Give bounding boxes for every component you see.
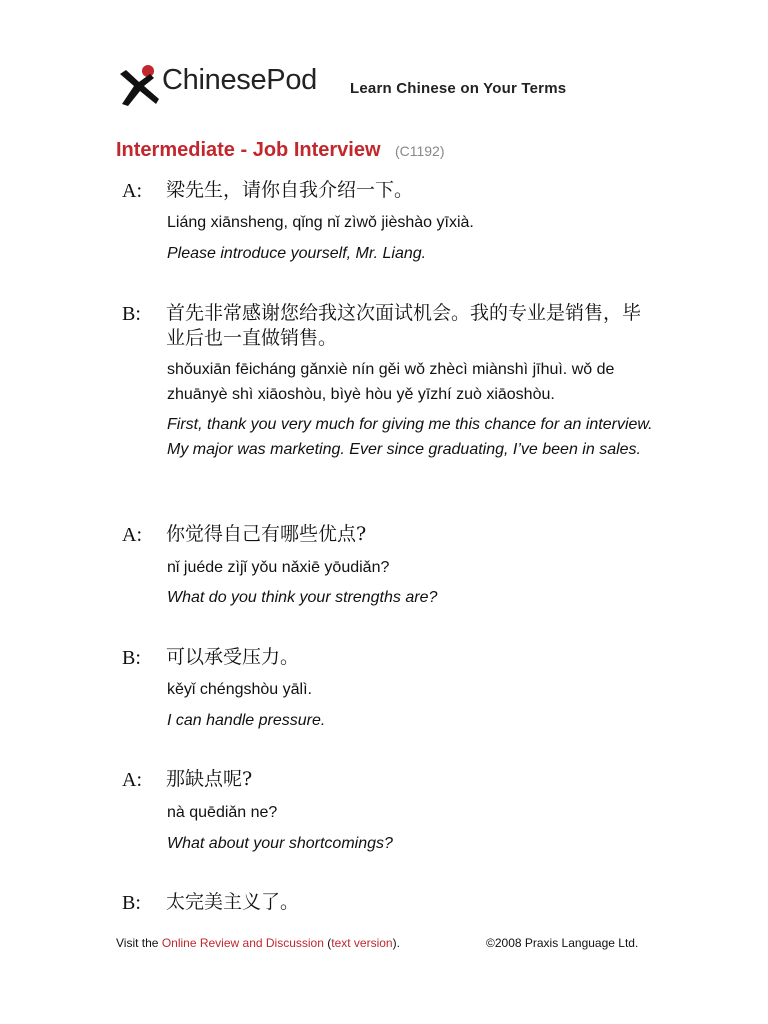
english-translation: What about your shortcomings?	[167, 835, 393, 852]
speaker-label: A:	[122, 769, 142, 791]
lesson-title	[116, 139, 445, 162]
lesson-code: (C1192)	[394, 143, 445, 159]
pinyin-text: nǐ juéde zìjǐ yǒu nǎxiē yōudiǎn?	[167, 559, 390, 576]
pinyin-text: kěyǐ chéngshòu yālì.	[167, 681, 312, 698]
hanzi-text: 梁先生，请你自我介绍一下。	[166, 179, 414, 201]
speaker-label: B:	[122, 647, 141, 669]
footer-open-paren: (	[323, 936, 332, 950]
english-translation: What do you think your strengths are?	[167, 589, 438, 606]
online-review-link[interactable]: Online Review and Discussion	[161, 936, 324, 950]
speaker-label: A:	[122, 180, 142, 202]
hanzi-text: 可以承受压力。	[166, 646, 300, 668]
hanzi-text: 那缺点呢?	[166, 768, 253, 790]
brand-name: ChinesePod	[162, 64, 317, 96]
text-version-link[interactable]: text version	[331, 936, 393, 950]
speaker-label: A:	[122, 524, 142, 546]
pinyin-text: nà quēdiǎn ne?	[167, 804, 278, 821]
copyright: ©2008 Praxis Language Ltd.	[486, 936, 639, 950]
hanzi-text: 太完美主义了。	[166, 891, 300, 913]
speaker-label: B:	[122, 892, 141, 914]
english-translation: I can handle pressure.	[167, 712, 326, 729]
speaker-label: B:	[122, 303, 141, 325]
lesson-title-text: Intermediate - Job Interview	[116, 139, 381, 161]
english-translation: First, thank you very much for giving me this chance for an interview. My major was marketing. Ever since graduating, I’ve been in sales.	[167, 416, 653, 458]
footer-links	[116, 936, 400, 950]
hanzi-text: 首先非常感谢您给我这次面试机会。我的专业是销售，毕业后也一直做销售。	[166, 302, 642, 349]
pinyin-text: shǒuxiān fēicháng gǎnxiè nín gěi wǒ zhècì miànshì jīhuì. wǒ de zhuānyè shì xiāoshòu, bìyè hòu yě yīzhí zuò xiāoshòu.	[167, 361, 615, 403]
footer-close-paren: ).	[392, 936, 400, 950]
tagline: Learn Chinese on Your Terms	[350, 80, 567, 97]
header	[118, 62, 678, 110]
hanzi-text: 你觉得自己有哪些优点?	[166, 523, 367, 545]
english-translation: Please introduce yourself, Mr. Liang.	[167, 245, 427, 262]
footer-prefix: Visit the	[116, 936, 162, 950]
chinesepod-logo-icon	[118, 64, 160, 108]
pinyin-text: Liáng xiānsheng, qǐng nǐ zìwǒ jièshào yīxià.	[167, 214, 474, 231]
